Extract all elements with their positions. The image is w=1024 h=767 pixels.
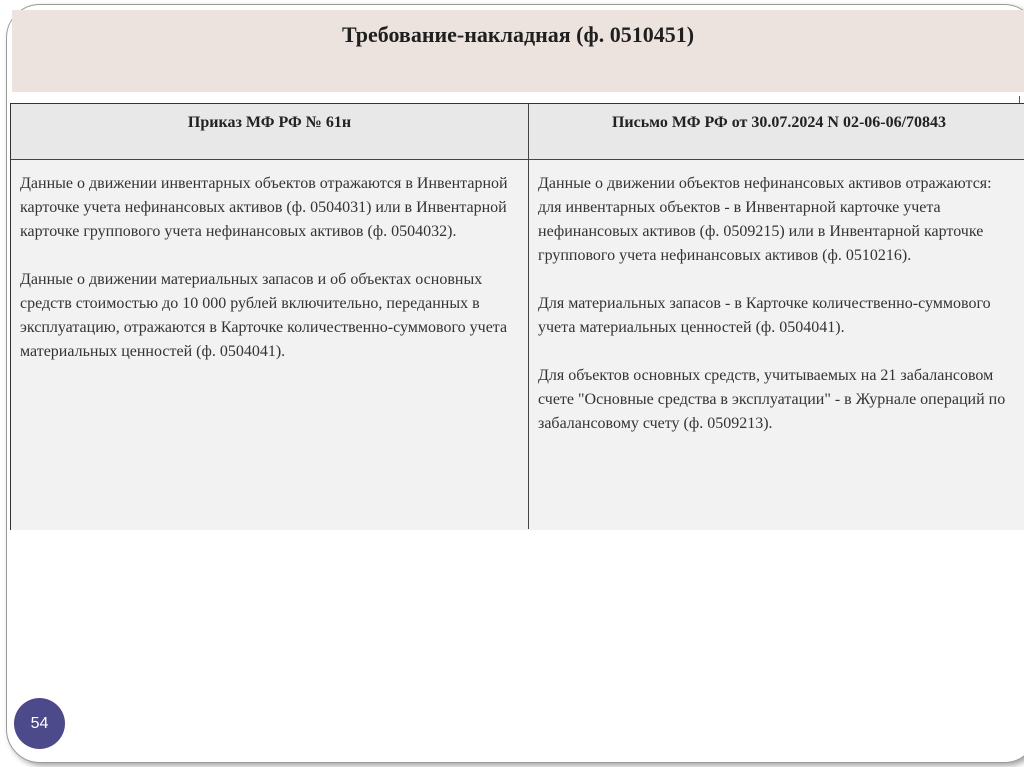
table-header-row <box>11 104 1024 160</box>
cell-right-paragraph-1 <box>538 172 1024 268</box>
header-order-61n: Приказ МФ РФ № 61н <box>187 114 352 131</box>
column-divider <box>528 104 529 529</box>
cell-right-paragraph-3: Для объектов основных средств, учитываемых на 21 забалансовом счете "Основные средства в эксплуатации" - в Журнале операций по забалансовому счету (ф. 0509213). <box>538 367 1006 432</box>
cell-right-paragraph-1-line-2: для инвентарных объектов - в Инвентарной карточке учета нефинансовых активов (ф. 0509215) или в Инвентарной карточке группового учета нефинансовых активов (ф. 0510216). <box>538 199 984 264</box>
slide-title: Требование-накладная (ф. 0510451) <box>341 22 695 47</box>
cell-right-paragraph-2: Для материальных запасов - в Карточке количественно-суммового учета материальных ценностей (ф. 0504041). <box>538 295 991 336</box>
comparison-table <box>10 103 1024 530</box>
cell-right-paragraph-1-line-1: Данные о движении объектов нефинансовых активов отражаются: <box>538 175 992 192</box>
cell-letter-mf <box>538 172 1024 460</box>
cell-left-paragraph-1: Данные о движении инвентарных объектов отражаются в Инвентарной карточке учета нефинансовых активов (ф. 0504031) или в Инвентарной карточке группового учета нефинансовых активов (ф. 0504032). <box>20 175 508 240</box>
cell-order-61n <box>20 172 520 388</box>
table-body-row <box>11 160 1024 530</box>
header-letter-mf: Письмо МФ РФ от 30.07.2024 N 02-06-06/70843 <box>611 114 947 131</box>
page-number-badge: 54 <box>14 698 65 749</box>
cell-left-paragraph-2: Данные о движении материальных запасов и об объектах основных средств стоимостью до 10 000 рублей включительно, переданных в эксплуатацию, отражаются в Карточке количественно-суммового учета материальных ценностей (ф. 0504041). <box>20 271 508 360</box>
